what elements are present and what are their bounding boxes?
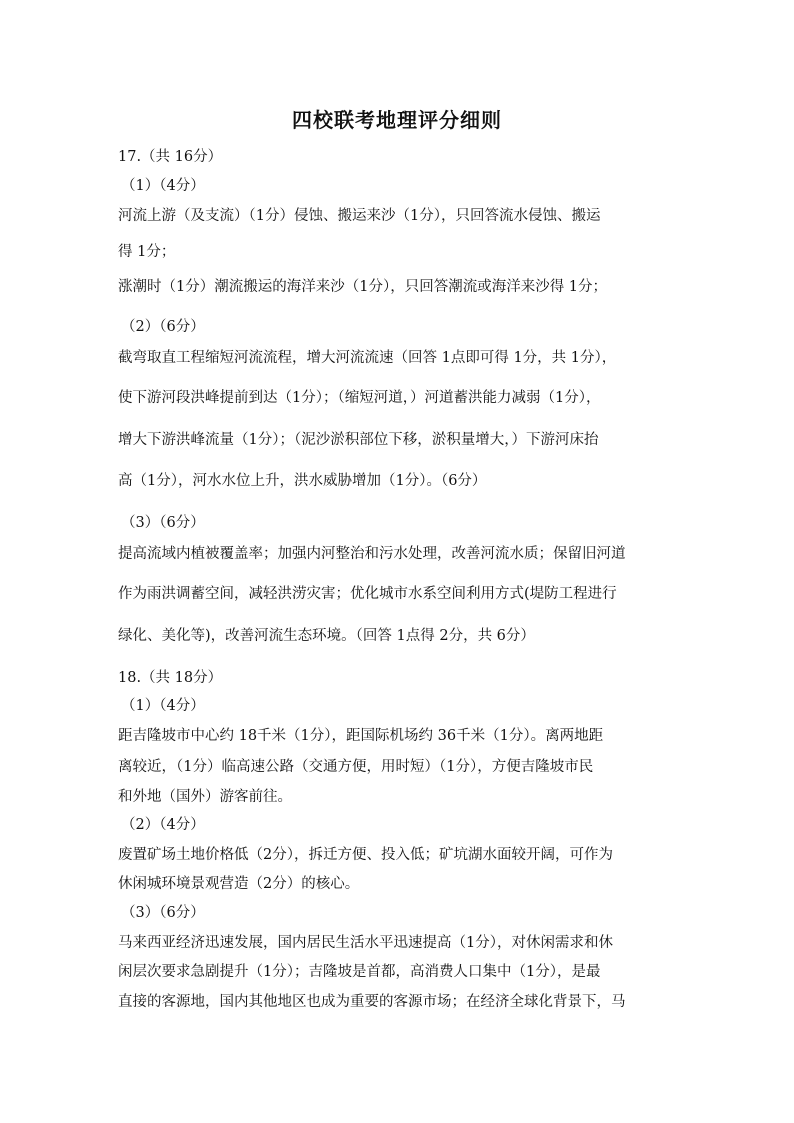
q18-part3-line: 闲层次要求急剧提升（1分）；吉隆坡是首都，高消费人口集中（1分），是最	[118, 964, 601, 980]
q17-part2-label: （2）（6分）	[121, 319, 205, 335]
q18-part2-label: （2）（4分）	[121, 817, 205, 833]
q17-part3-label: （3）（6分）	[121, 515, 205, 531]
q18-part1-line: 和外地（国外）游客前往。	[118, 789, 292, 805]
q18-part3-line: 马来西亚经济迅速发展，国内居民生活水平迅速提高（1分），对休闲需求和休	[118, 935, 613, 951]
q17-part2-line: 使下游河段洪峰提前到达（1分）；（缩短河道，）河道蓄洪能力减弱（1分），	[118, 390, 601, 406]
q17-part3-line: 提高流域内植被覆盖率；加强内河整治和污水处理，改善河流水质；保留旧河道	[118, 546, 626, 562]
q17-part2-line: 增大下游洪峰流量（1分）；（泥沙淤积部位下移，淤积量增大，）下游河床抬	[118, 432, 599, 448]
q18-part1-line: 距吉隆坡市中心约 18千米（1分），距国际机场约 36千米（1分）。离两地距	[118, 728, 604, 744]
q17-part1-line: 河流上游（及支流）（1分）侵蚀、搬运来沙（1分），只回答流水侵蚀、搬运	[118, 208, 601, 224]
q17-part3-line: 绿化、美化等)，改善河流生态环境。（回答 1点得 2分，共 6分）	[118, 628, 535, 644]
q17-header: 17.（共 16分）	[118, 149, 223, 165]
q17-part2-line: 高（1分），河水水位上升，洪水威胁增加（1分）。（6分）	[118, 473, 487, 489]
q18-part3-label: （3）（6分）	[121, 905, 205, 921]
q18-header: 18.（共 18分）	[118, 670, 223, 686]
q18-part2-line: 废置矿场土地价格低（2分），拆迁方便、投入低；矿坑湖水面较开阔，可作为	[118, 847, 613, 863]
q18-part3-line: 直接的客源地，国内其他地区也成为重要的客源市场；在经济全球化背景下，马	[118, 994, 626, 1010]
q17-part1-label: （1）（4分）	[121, 178, 205, 194]
q17-part1-line: 涨潮时（1分）潮流搬运的海洋来沙（1分），只回答潮流或海洋来沙得 1分；	[118, 279, 608, 295]
q17-part1-line: 得 1分；	[118, 244, 176, 260]
q18-part1-line: 离较近，（1分）临高速公路（交通方便，用时短）（1分），方便吉隆坡市民	[118, 759, 594, 775]
q18-part2-line: 休闲城环境景观营造（2分）的核心。	[118, 876, 360, 892]
document-title: 四校联考地理评分细则	[292, 108, 502, 132]
q17-part2-line: 截弯取直工程缩短河流流程，增大河流流速（回答 1点即可得 1分，共 1分），	[118, 350, 617, 366]
q17-part3-line: 作为雨洪调蓄空间，减轻洪涝灾害；优化城市水系空间利用方式(堤防工程进行	[118, 586, 617, 602]
q18-part1-label: （1）（4分）	[121, 698, 205, 714]
